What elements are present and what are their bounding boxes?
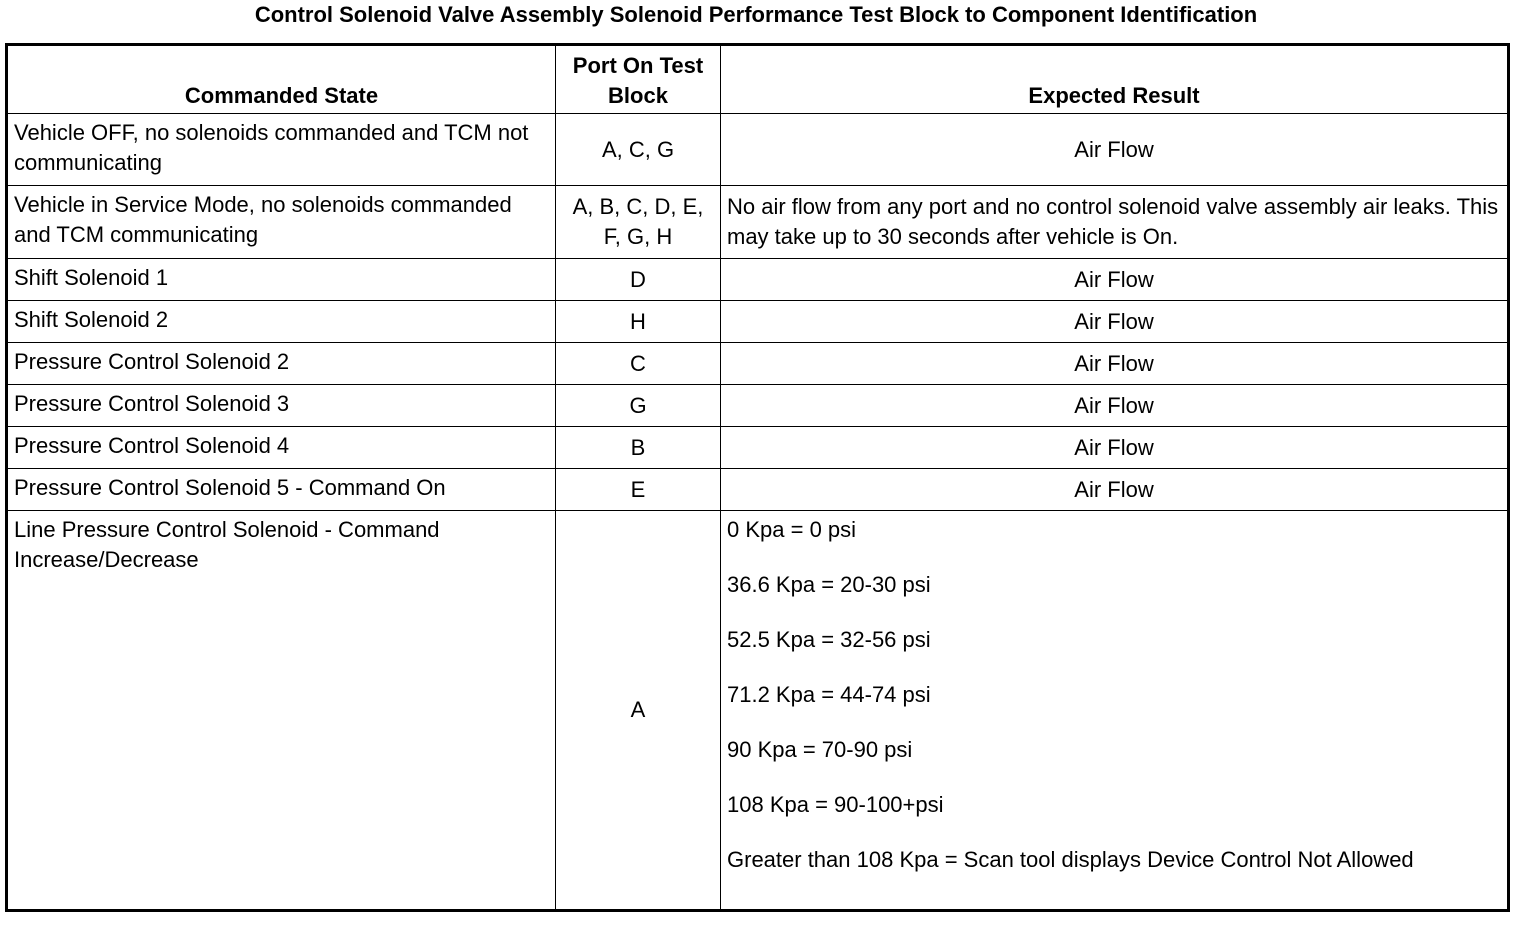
cell-expected-result: Air Flow [721,343,1509,385]
cell-port: D [556,259,721,301]
cell-port: A, B, C, D, E, F, G, H [556,186,721,259]
cell-commanded-state: Pressure Control Solenoid 5 - Command On [7,469,556,511]
cell-port: G [556,385,721,427]
cell-commanded-state: Line Pressure Control Solenoid - Command Increase/Decrease [7,511,556,911]
cell-commanded-state: Shift Solenoid 1 [7,259,556,301]
header-row [7,45,1509,114]
table-row-line-pressure [7,511,1509,911]
cell-port: B [556,427,721,469]
pressure-result-item: 52.5 Kpa = 32-56 psi [727,627,931,652]
table-row [7,114,1509,186]
table-row [7,427,1509,469]
table-row [7,385,1509,427]
cell-expected-result: Air Flow [721,469,1509,511]
cell-port: C [556,343,721,385]
cell-expected-result: Air Flow [721,427,1509,469]
cell-commanded-state: Vehicle OFF, no solenoids commanded and TCM not communicating [7,114,556,186]
cell-port: H [556,301,721,343]
cell-port: A, C, G [556,114,721,186]
cell-expected-result: Air Flow [721,114,1509,186]
pressure-result-item: 36.6 Kpa = 20-30 psi [727,572,931,597]
cell-expected-result: Air Flow [721,301,1509,343]
pressure-result-item: 71.2 Kpa = 44-74 psi [727,682,931,707]
identification-table [5,43,1510,912]
table-row [7,259,1509,301]
cell-pressure-results [721,511,1509,911]
header-commanded-state: Commanded State [7,45,556,114]
table-row [7,301,1509,343]
pressure-result-item: Greater than 108 Kpa = Scan tool displays Device Control Not Allowed [727,847,1414,872]
pressure-result-item: 108 Kpa = 90-100+psi [727,792,944,817]
cell-commanded-state: Pressure Control Solenoid 2 [7,343,556,385]
table-row [7,343,1509,385]
cell-commanded-state: Pressure Control Solenoid 4 [7,427,556,469]
table-row [7,186,1509,259]
cell-port: A [556,511,721,911]
table-row [7,469,1509,511]
cell-expected-result: Air Flow [721,259,1509,301]
cell-commanded-state: Shift Solenoid 2 [7,301,556,343]
cell-expected-result: No air flow from any port and no control solenoid valve assembly air leaks. This may take up to 30 seconds after vehicle is On. [721,186,1509,259]
pressure-result-item: 90 Kpa = 70-90 psi [727,737,913,762]
cell-expected-result: Air Flow [721,385,1509,427]
cell-commanded-state: Vehicle in Service Mode, no solenoids commanded and TCM communicating [7,186,556,259]
cell-port: E [556,469,721,511]
cell-commanded-state: Pressure Control Solenoid 3 [7,385,556,427]
header-port: Port On Test Block [556,45,721,114]
pressure-result-item: 0 Kpa = 0 psi [727,517,857,542]
page-title: Control Solenoid Valve Assembly Solenoid Performance Test Block to Component Identification [254,2,1258,27]
header-expected-result: Expected Result [721,45,1509,114]
